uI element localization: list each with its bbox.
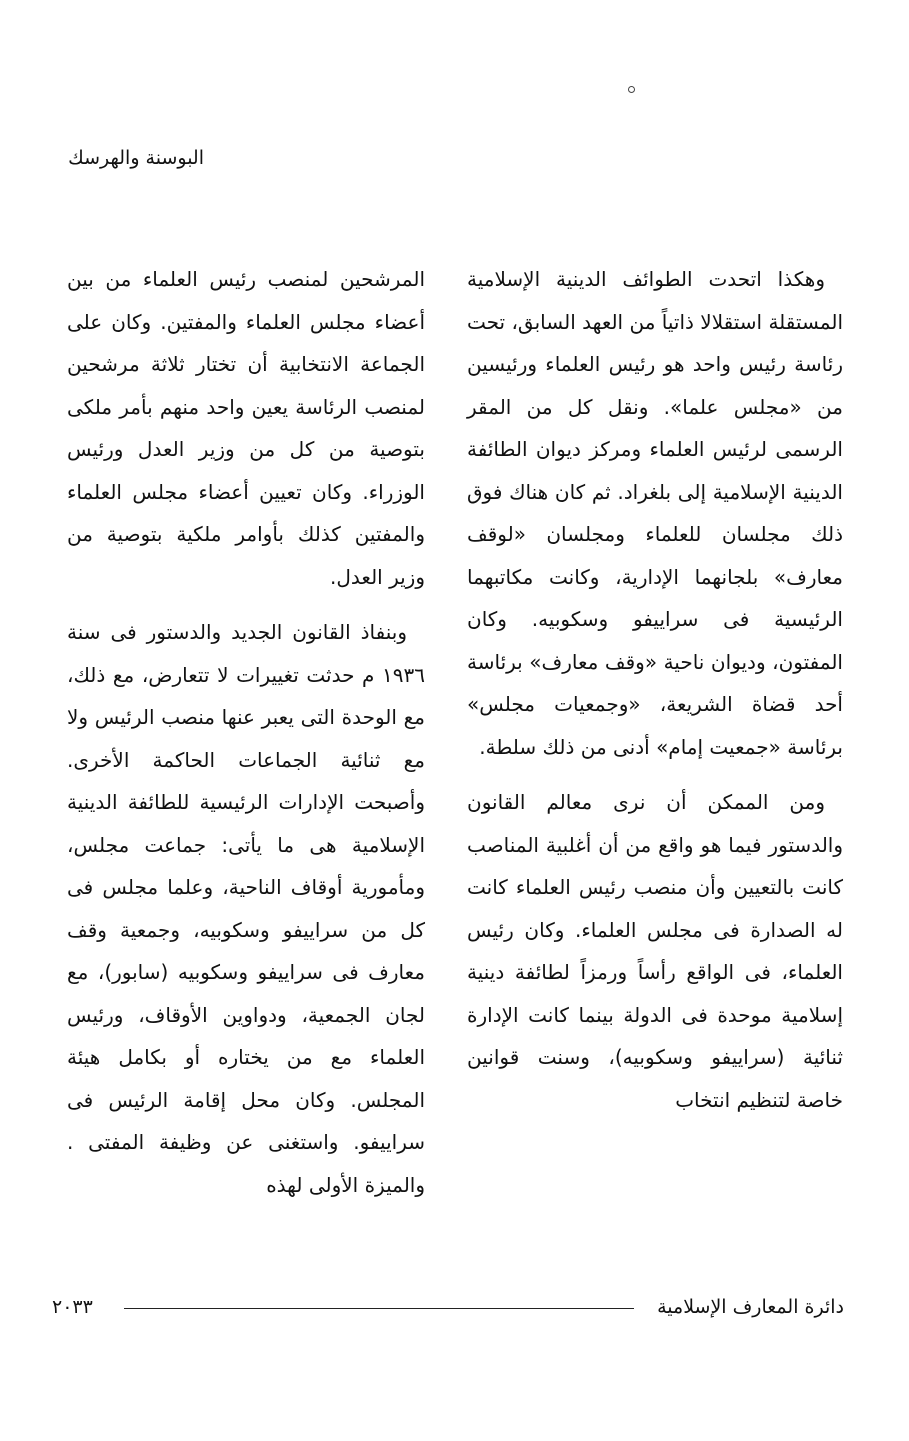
paragraph: ومن الممكن أن نرى معالم القانون والدستور فيما هو واقع من أن أغلبية المناصب كانت بالتعيين وأن منصب رئيس العلماء كانت له الصدارة فى مجلس العلماء. وكان رئيس العلماء، فى الواقع رأساً ورمزاً لطائفة دينية إسلامية موحدة فى الدولة بينما كانت الإدارة ثنائية (سراييفو وسكوبيه)، وسنت قوانين خاصة لتنظيم انتخاب [467,790,843,1112]
page-number: ٢٠٣٣ [52,1296,93,1318]
column-left [67,258,425,1206]
paragraph: المرشحين لمنصب رئيس العلماء من بين أعضاء مجلس العلماء والمفتين. وكان على الجماعة الانتخابية أن تختار ثلاثة مرشحين لمنصب الرئاسة يعين واحد منهم بأمر ملكى بتوصية من كل من وزير العدل ورئيس الوزراء. وكان تعيين أعضاء مجلس العلماء والمفتين كذلك بأوامر ملكية بتوصية من وزير العدل. [67,267,425,589]
footer-rule [124,1308,634,1309]
page-footer [52,1294,844,1320]
page-mark [628,86,635,93]
paragraph: وهكذا اتحدت الطوائف الدينية الإسلامية المستقلة استقلالا ذاتياً من العهد السابق، تحت رئاسة رئيس واحد هو رئيس العلماء ورئيسين من «مجلس علما». ونقل كل من المقر الرسمى لرئيس العلماء ومركز ديوان الطائفة الدينية الإسلامية إلى بلغراد. ثم كان هناك فوق ذلك مجلسان للعلماء ومجلسان «لوقف معارف» بلجانهما الإدارية، وكانت مكاتبهما الرئيسية فى سراييفو وسكوبيه. وكان المفتون، وديوان ناحية «وقف معارف» برئاسة أحد قضاة الشريعة، «وجمعيات مجلس» برئاسة «جمعيت إمام» أدنى من ذلك سلطة. [466,267,843,759]
column-right [467,258,843,1121]
footer-title: دائرة المعارف الإسلامية [657,1296,844,1318]
running-head: البوسنة والهرسك [68,147,204,169]
paragraph: وبنفاذ القانون الجديد والدستور فى سنة ١٩٣٦ م حدثت تغييرات لا تتعارض، مع ذلك، مع الوحدة التى يعبر عنها منصب الرئيس ولا مع ثنائية الجماعات الحاكمة الأخرى. وأصبحت الإدارات الرئيسية للطائفة الدينية الإسلامية هى ما يأتى: جماعت مجلس، ومأمورية أوقاف الناحية، وعلما مجلس فى كل من سراييفو وسكوبيه، وجمعية وقف معارف فى سراييفو وسكوبيه (سابور)، مع لجان الجمعية، ودواوين الأوقاف، ورئيس العلماء مع من يختاره أو بكامل هيئة المجلس. وكان محل إقامة الرئيس فى سراييفو. واستغنى عن وظيفة المفتى . والميزة الأولى لهذه [67,620,425,1197]
